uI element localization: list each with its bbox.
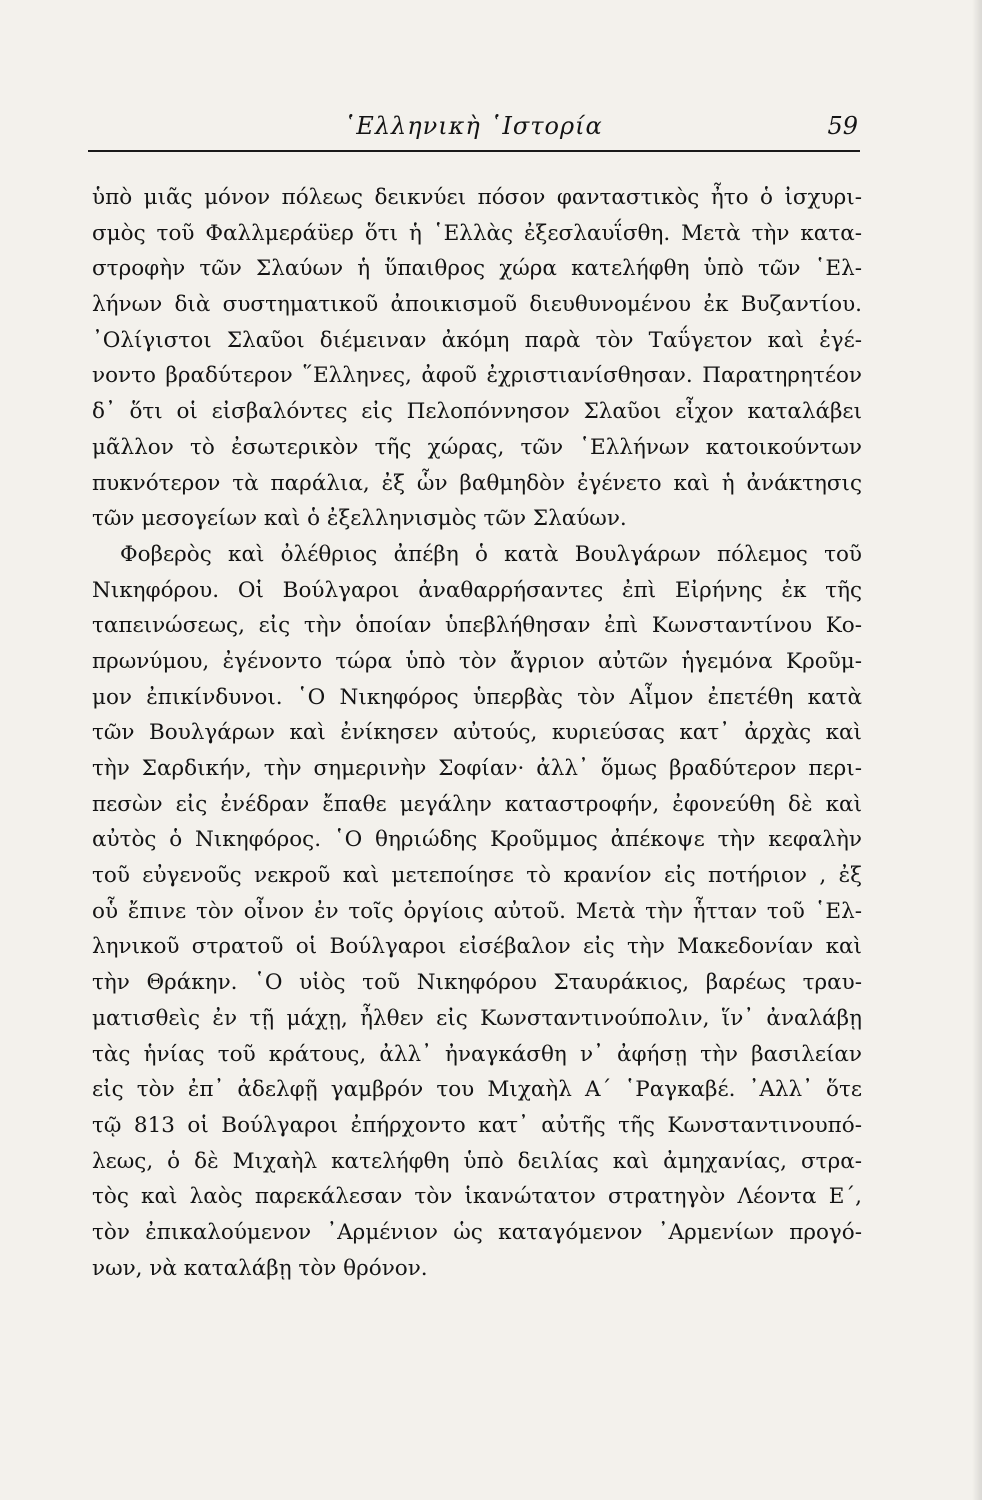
running-title: ῾Ελληνικὴ ῾Ιστορία	[343, 112, 603, 140]
text-line: τῶν μεσογείων καὶ ὁ ἐξελληνισμὸς τῶν Σλαύων.	[92, 506, 627, 532]
text-line: μᾶλλον τὸ ἐσωτερικὸν τῆς χώρας, τῶν ῾Ελλήνων κατοικούντων	[92, 434, 862, 460]
text-line: τῶν Βουλγάρων καὶ ἐνίκησεν αὐτούς, κυριεύσας κατ᾿ ἀρχὰς καὶ	[92, 720, 862, 746]
text-line: τῷ 813 οἱ Βούλγαροι ἐπήρχοντο κατ᾿ αὐτῆς τῆς Κωνσταντινουπό-	[92, 1112, 862, 1138]
page-edge-shadow	[972, 0, 982, 1500]
body-text	[92, 180, 862, 1286]
text-line: πεσὼν εἰς ἐνέδραν ἔπαθε μεγάλην καταστροφήν, ἐφονεύθη δὲ καὶ	[92, 791, 862, 817]
text-line: δ᾿ ὅτι οἱ εἰσβαλόντες εἰς Πελοπόννησον Σλαῦοι εἶχον καταλάβει	[92, 399, 862, 425]
text-line: τὰς ἡνίας τοῦ κράτους, ἀλλ᾿ ἠναγκάσθη ν᾿ ἀφήσῃ τὴν βασιλείαν	[92, 1041, 862, 1067]
text-line: τοῦ εὐγενοῦς νεκροῦ καὶ μετεποίησε τὸ κρανίον εἰς ποτήριον , ἐξ	[92, 863, 862, 889]
text-line: ματισθεὶς ἐν τῇ μάχῃ, ἦλθεν εἰς Κωνσταντινούπολιν, ἵν᾿ ἀναλάβῃ	[92, 1005, 862, 1031]
text-line: πρωνύμου, ἐγένοντο τώρα ὑπὸ τὸν ἄγριον αὐτῶν ἡγεμόνα Κροῦμ-	[92, 648, 862, 674]
text-line: ᾿Ολίγιστοι Σλαῦοι διέμειναν ἀκόμη παρὰ τὸν Ταΰγετον καὶ ἐγέ-	[92, 327, 862, 353]
text-line: ληνικοῦ στρατοῦ οἱ Βούλγαροι εἰσέβαλον εἰς τὴν Μακεδονίαν καὶ	[92, 934, 862, 960]
text-line: πυκνότερον τὰ παράλια, ἐξ ὧν βαθμηδὸν ἐγένετο καὶ ἡ ἀνάκτησις	[92, 470, 862, 496]
page-number: 59	[827, 112, 858, 140]
header-rule	[88, 150, 860, 152]
text-line: τὸς καὶ λαὸς παρεκάλεσαν τὸν ἱκανώτατον στρατηγὸν Λέοντα Ε΄,	[92, 1184, 862, 1210]
text-line: ὑπὸ μιᾶς μόνον πόλεως δεικνύει πόσον φανταστικὸς ἦτο ὁ ἰσχυρι-	[92, 185, 862, 210]
text-line: Νικηφόρου. Οἱ Βούλγαροι ἀναθαρρήσαντες ἐπὶ Εἰρήνης ἐκ τῆς	[92, 577, 862, 603]
text-line: στροφὴν τῶν Σλαύων ἡ ὕπαιθρος χώρα κατελήφθη ὑπὸ τῶν ῾Ελ-	[92, 256, 862, 282]
text-line: τὴν Σαρδικήν, τὴν σημερινὴν Σοφίαν· ἀλλ᾿ ὅμως βραδύτερον περι-	[92, 756, 862, 781]
running-head	[88, 112, 858, 148]
text-line: αὐτὸς ὁ Νικηφόρος. ῾Ο θηριώδης Κροῦμμος ἀπέκοψε τὴν κεφαλὴν	[92, 827, 862, 853]
text-line: τὸν ἐπικαλούμενον ᾿Αρμένιον ὡς καταγόμενον ᾿Αρμενίων προγό-	[92, 1219, 862, 1245]
paragraph-first-line: Φοβερὸς καὶ ὀλέθριος ἀπέβη ὁ κατὰ Βουλγάρων πόλεμος τοῦ	[120, 541, 862, 567]
text-line: σμὸς τοῦ Φαλλμεράϋερ ὅτι ἡ ῾Ελλὰς ἐξεσλαυΐσθη. Μετὰ τὴν κατα-	[92, 220, 862, 246]
text-line: νοντο βραδύτερον ῞Ελληνες, ἀφοῦ ἐχριστιανίσθησαν. Παρατηρητέον	[92, 363, 862, 389]
text-line: λεως, ὁ δὲ Μιχαὴλ κατελήφθη ὑπὸ δειλίας καὶ ἀμηχανίας, στρα-	[92, 1148, 862, 1174]
text-line: νων, νὰ καταλάβῃ τὸν θρόνον.	[92, 1255, 428, 1281]
text-line: λήνων διὰ συστηματικοῦ ἀποικισμοῦ διευθυνομένου ἐκ Βυζαντίου.	[92, 292, 862, 318]
text-line: εἰς τὸν ἐπ᾿ ἀδελφῇ γαμβρόν του Μιχαὴλ Α΄ ῾Ραγκαβέ. ᾿Αλλ᾿ ὅτε	[92, 1077, 862, 1103]
text-line: τὴν Θράκην. ῾Ο υἱὸς τοῦ Νικηφόρου Σταυράκιος, βαρέως τραυ-	[92, 970, 862, 996]
text-line: οὗ ἔπινε τὸν οἶνον ἐν τοῖς ὀργίοις αὐτοῦ. Μετὰ τὴν ἧτταν τοῦ ῾Ελ-	[92, 898, 862, 924]
text-line: ταπεινώσεως, εἰς τὴν ὁποίαν ὑπεβλήθησαν ἐπὶ Κωνσταντίνου Κο-	[92, 613, 862, 639]
text-line: μον ἐπικίνδυνοι. ῾Ο Νικηφόρος ὑπερβὰς τὸν Αἶμον ἐπετέθη κατὰ	[92, 684, 862, 710]
